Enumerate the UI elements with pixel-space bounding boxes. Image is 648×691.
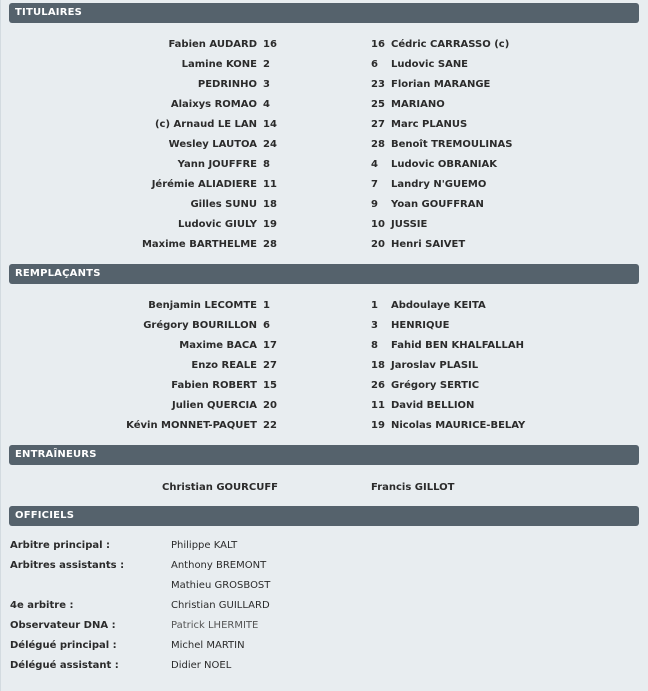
home-player-number: 22 — [263, 420, 277, 431]
home-player-name[interactable]: Kévin MONNET-PAQUET — [126, 420, 257, 431]
away-player-name[interactable]: Fahid BEN KHALFALLAH — [391, 340, 524, 351]
home-player-number: 1 — [263, 300, 270, 311]
home-player-name[interactable]: Wesley LAUTOA — [168, 139, 257, 150]
home-player-name[interactable]: Grégory BOURILLON — [143, 320, 257, 331]
away-player-number: 19 — [371, 420, 385, 431]
home-player-number: 2 — [263, 59, 270, 70]
home-player-name[interactable]: Gilles SUNU — [190, 199, 257, 210]
home-player-number: 17 — [263, 340, 277, 351]
away-player-name[interactable]: Ludovic OBRANIAK — [391, 159, 498, 170]
official-name[interactable]: Christian GUILLARD — [171, 600, 270, 611]
home-player-name[interactable]: Maxime BARTHELME — [141, 239, 257, 250]
home-player-number: 18 — [263, 199, 277, 210]
away-player-number: 11 — [371, 400, 385, 411]
home-player-name[interactable]: Fabien AUDARD — [168, 39, 257, 50]
coach-away[interactable]: Francis GILLOT — [371, 482, 455, 493]
away-player-name[interactable]: MARIANO — [391, 99, 445, 110]
home-player-name[interactable]: Alaixys ROMAO — [170, 99, 257, 110]
away-player-name[interactable]: Cédric CARRASSO (c) — [391, 39, 510, 50]
away-player-number: 6 — [371, 59, 378, 70]
official-name[interactable]: Patrick LHERMITE — [171, 620, 259, 631]
home-player-name[interactable]: PEDRINHO — [197, 79, 257, 90]
away-player-name[interactable]: HENRIQUE — [391, 320, 450, 331]
home-player-number: 24 — [263, 139, 277, 150]
official-role-label: Arbitres assistants : — [10, 560, 125, 571]
official-name[interactable]: Philippe KALT — [171, 540, 238, 551]
home-player-number: 3 — [263, 79, 270, 90]
home-player-number: 27 — [263, 360, 277, 371]
home-player-name[interactable]: Fabien ROBERT — [171, 380, 257, 391]
away-player-number: 16 — [371, 39, 385, 50]
home-player-name[interactable]: Lamine KONE — [181, 59, 257, 70]
away-player-number: 9 — [371, 199, 378, 210]
official-role-label: Arbitre principal : — [10, 540, 111, 551]
home-player-name[interactable]: Enzo REALE — [191, 360, 257, 371]
away-player-name[interactable]: Grégory SERTIC — [391, 380, 480, 391]
away-player-number: 27 — [371, 119, 385, 130]
away-player-number: 1 — [371, 300, 378, 311]
home-player-name[interactable]: Maxime BACA — [179, 340, 257, 351]
section-header-titulaires: TITULAIRES — [9, 3, 639, 23]
away-player-number: 28 — [371, 139, 385, 150]
official-name[interactable]: Anthony BREMONT — [171, 560, 267, 571]
official-role-label: 4e arbitre : — [10, 600, 74, 611]
official-role-label: Délégué assistant : — [10, 660, 119, 671]
home-player-name[interactable]: Yann JOUFFRE — [177, 159, 257, 170]
away-player-name[interactable]: David BELLION — [391, 400, 475, 411]
away-player-name[interactable]: JUSSIE — [391, 219, 428, 230]
home-player-name[interactable]: Ludovic GIULY — [178, 219, 257, 230]
section-header-officiels: OFFICIELS — [9, 506, 639, 526]
away-player-name[interactable]: Marc PLANUS — [391, 119, 468, 130]
away-player-number: 7 — [371, 179, 378, 190]
home-player-number: 8 — [263, 159, 270, 170]
away-player-name[interactable]: Florian MARANGE — [391, 79, 491, 90]
away-player-name[interactable]: Yoan GOUFFRAN — [391, 199, 484, 210]
home-player-number: 28 — [263, 239, 277, 250]
home-player-name[interactable]: Julien QUERCIA — [171, 400, 257, 411]
away-player-number: 26 — [371, 380, 385, 391]
official-name[interactable]: Didier NOEL — [171, 660, 232, 671]
away-player-number: 8 — [371, 340, 378, 351]
away-player-number: 18 — [371, 360, 385, 371]
home-player-name[interactable]: (c) Arnaud LE LAN — [154, 119, 257, 130]
away-player-number: 3 — [371, 320, 378, 331]
away-player-number: 25 — [371, 99, 385, 110]
official-role-label: Délégué principal : — [10, 640, 117, 651]
away-player-number: 20 — [371, 239, 385, 250]
home-player-number: 11 — [263, 179, 277, 190]
section-header-entraineurs: ENTRAÎNEURS — [9, 445, 639, 465]
coach-home[interactable]: Christian GOURCUFF — [162, 482, 278, 493]
official-name[interactable]: Michel MARTIN — [171, 640, 245, 651]
away-player-name[interactable]: Benoît TREMOULINAS — [391, 139, 513, 150]
away-player-number: 10 — [371, 219, 385, 230]
away-player-number: 4 — [371, 159, 378, 170]
home-player-number: 16 — [263, 39, 277, 50]
away-player-name[interactable]: Landry N'GUEMO — [391, 179, 487, 190]
home-player-number: 19 — [263, 219, 277, 230]
away-player-name[interactable]: Jaroslav PLASIL — [391, 360, 479, 371]
away-player-number: 23 — [371, 79, 385, 90]
away-player-name[interactable]: Henri SAIVET — [391, 239, 466, 250]
away-player-name[interactable]: Abdoulaye KEITA — [391, 300, 486, 311]
home-player-number: 14 — [263, 119, 277, 130]
section-header-remplacants: REMPLAÇANTS — [9, 264, 639, 284]
home-player-number: 15 — [263, 380, 277, 391]
away-player-name[interactable]: Nicolas MAURICE-BELAY — [391, 420, 526, 431]
home-player-number: 4 — [263, 99, 270, 110]
home-player-number: 6 — [263, 320, 270, 331]
home-player-name[interactable]: Jérémie ALIADIERE — [151, 179, 257, 190]
official-name[interactable]: Mathieu GROSBOST — [171, 580, 271, 591]
official-role-label: Observateur DNA : — [10, 620, 116, 631]
away-player-name[interactable]: Ludovic SANE — [391, 59, 469, 70]
home-player-number: 20 — [263, 400, 277, 411]
home-player-name[interactable]: Benjamin LECOMTE — [148, 300, 257, 311]
